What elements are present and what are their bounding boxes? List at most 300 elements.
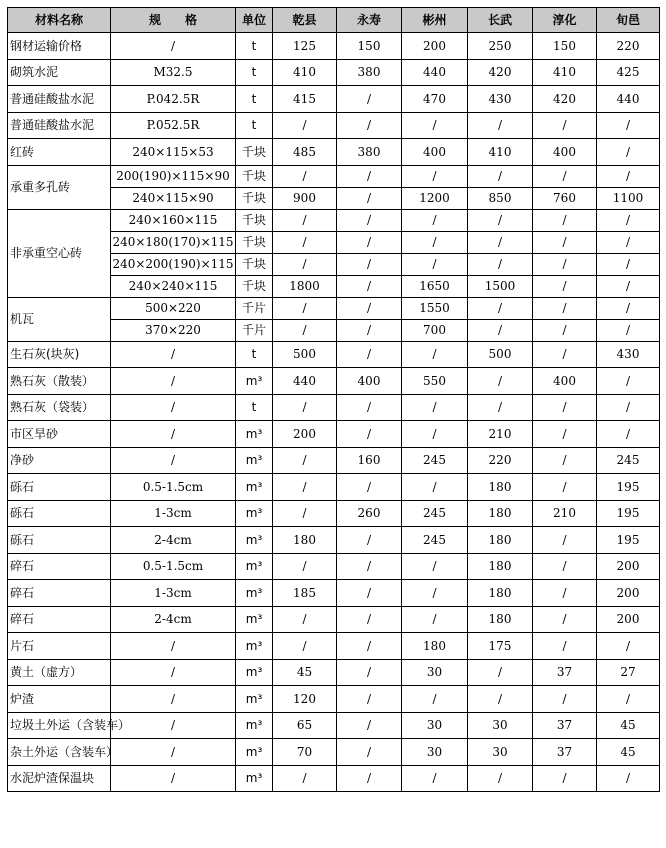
header-county-qianxian: 乾县 (273, 8, 337, 33)
price-cell: / (597, 368, 660, 395)
price-cell: 410 (468, 139, 533, 166)
price-cell: / (597, 765, 660, 792)
unit-cell: m³ (236, 553, 273, 580)
price-cell: / (273, 500, 337, 527)
table-header (8, 8, 660, 33)
table-row (8, 59, 660, 86)
material-name-cell: 黄土（虚方） (8, 659, 111, 686)
price-cell: 415 (273, 86, 337, 113)
unit-cell: m³ (236, 712, 273, 739)
price-cell: / (273, 474, 337, 501)
price-cell: 200 (597, 606, 660, 633)
price-cell: 400 (402, 139, 468, 166)
price-cell: / (402, 580, 468, 607)
price-cell: / (337, 297, 402, 319)
price-cell: 160 (337, 447, 402, 474)
price-cell: / (597, 686, 660, 713)
price-cell: 180 (273, 527, 337, 554)
price-cell: 27 (597, 659, 660, 686)
price-cell: 1100 (597, 187, 660, 209)
material-name-cell: 炉渣 (8, 686, 111, 713)
price-cell: / (468, 686, 533, 713)
price-cell: / (337, 527, 402, 554)
unit-cell: m³ (236, 686, 273, 713)
price-cell: 210 (468, 421, 533, 448)
price-cell: 700 (402, 319, 468, 341)
price-cell: 45 (597, 739, 660, 766)
price-cell: 260 (337, 500, 402, 527)
material-name-cell: 普通硅酸盐水泥 (8, 112, 111, 139)
price-cell: 760 (533, 187, 597, 209)
price-cell: 180 (402, 633, 468, 660)
table-row (8, 165, 660, 187)
price-cell: 220 (468, 447, 533, 474)
spec-cell: 2-4cm (111, 606, 236, 633)
material-name-cell: 生石灰(块灰) (8, 341, 111, 368)
table-row (8, 527, 660, 554)
spec-cell: 240×115×53 (111, 139, 236, 166)
price-cell: / (337, 187, 402, 209)
price-cell: 550 (402, 368, 468, 395)
price-cell: / (273, 209, 337, 231)
spec-cell: / (111, 739, 236, 766)
unit-cell: t (236, 112, 273, 139)
price-cell: / (533, 297, 597, 319)
price-cell: / (273, 231, 337, 253)
unit-cell: t (236, 394, 273, 421)
price-cell: 245 (402, 447, 468, 474)
price-cell: 440 (273, 368, 337, 395)
price-cell: / (273, 253, 337, 275)
price-cell: / (337, 341, 402, 368)
spec-cell: / (111, 686, 236, 713)
unit-cell: 千块 (236, 139, 273, 166)
price-cell: 1200 (402, 187, 468, 209)
price-cell: 1500 (468, 275, 533, 297)
price-cell: 850 (468, 187, 533, 209)
price-cell: / (273, 447, 337, 474)
price-cell: / (402, 209, 468, 231)
price-cell: / (402, 421, 468, 448)
price-cell: / (337, 394, 402, 421)
price-cell: / (468, 253, 533, 275)
price-cell: / (468, 165, 533, 187)
spec-cell: / (111, 633, 236, 660)
price-cell: 200 (402, 33, 468, 60)
table-row (8, 368, 660, 395)
price-cell: / (402, 112, 468, 139)
price-cell: 245 (402, 500, 468, 527)
material-name-cell: 红砖 (8, 139, 111, 166)
price-cell: 380 (337, 139, 402, 166)
spec-cell: M32.5 (111, 59, 236, 86)
table-row (8, 765, 660, 792)
material-name-cell: 砾石 (8, 500, 111, 527)
material-name-cell: 碎石 (8, 606, 111, 633)
price-cell: / (273, 394, 337, 421)
unit-cell: m³ (236, 500, 273, 527)
header-county-chunhua: 淳化 (533, 8, 597, 33)
table-row (8, 112, 660, 139)
spec-cell: 240×115×90 (111, 187, 236, 209)
price-cell: / (468, 112, 533, 139)
price-cell: / (337, 659, 402, 686)
spec-cell: 2-4cm (111, 527, 236, 554)
price-cell: / (402, 686, 468, 713)
price-cell: 500 (273, 341, 337, 368)
spec-cell: / (111, 33, 236, 60)
price-cell: 420 (533, 86, 597, 113)
spec-cell: / (111, 765, 236, 792)
table-row (8, 33, 660, 60)
price-cell: / (597, 165, 660, 187)
price-cell: 175 (468, 633, 533, 660)
price-cell: 45 (273, 659, 337, 686)
unit-cell: m³ (236, 421, 273, 448)
price-cell: 500 (468, 341, 533, 368)
price-cell: 410 (533, 59, 597, 86)
price-cell: 440 (597, 86, 660, 113)
price-cell: / (273, 765, 337, 792)
price-cell: 30 (402, 712, 468, 739)
price-cell: / (468, 297, 533, 319)
price-cell: / (273, 606, 337, 633)
header-spec: 规 格 (111, 8, 236, 33)
material-name-cell: 净砂 (8, 447, 111, 474)
price-cell: / (597, 231, 660, 253)
price-cell: 250 (468, 33, 533, 60)
spec-cell: 200(190)×115×90 (111, 165, 236, 187)
price-cell: / (337, 112, 402, 139)
material-name-cell: 非承重空心砖 (8, 209, 111, 297)
header-county-binzhou: 彬州 (402, 8, 468, 33)
price-cell: / (337, 765, 402, 792)
spec-cell: / (111, 712, 236, 739)
price-cell: 900 (273, 187, 337, 209)
price-cell: / (273, 165, 337, 187)
price-cell: / (468, 209, 533, 231)
price-cell: / (597, 209, 660, 231)
header-county-yongshou: 永寿 (337, 8, 402, 33)
price-cell: / (468, 765, 533, 792)
material-name-cell: 承重多孔砖 (8, 165, 111, 209)
price-cell: / (533, 474, 597, 501)
price-cell: 430 (468, 86, 533, 113)
header-row (8, 8, 660, 33)
price-cell: / (402, 606, 468, 633)
material-name-cell: 碎石 (8, 580, 111, 607)
table-row (8, 580, 660, 607)
price-cell: / (337, 275, 402, 297)
price-cell: 1650 (402, 275, 468, 297)
price-cell: / (273, 319, 337, 341)
unit-cell: m³ (236, 474, 273, 501)
price-cell: / (337, 421, 402, 448)
price-cell: / (402, 765, 468, 792)
spec-cell: P.052.5R (111, 112, 236, 139)
header-county-changwu: 长武 (468, 8, 533, 33)
unit-cell: t (236, 86, 273, 113)
material-name-cell: 片石 (8, 633, 111, 660)
spec-cell: / (111, 368, 236, 395)
unit-cell: t (236, 341, 273, 368)
price-cell: 400 (337, 368, 402, 395)
price-cell: 430 (597, 341, 660, 368)
unit-cell: 千块 (236, 209, 273, 231)
table-row (8, 86, 660, 113)
price-cell: / (402, 165, 468, 187)
unit-cell: m³ (236, 633, 273, 660)
price-cell: 150 (337, 33, 402, 60)
table-row (8, 553, 660, 580)
table-row (8, 341, 660, 368)
price-cell: / (337, 86, 402, 113)
table-row (8, 633, 660, 660)
price-cell: / (468, 394, 533, 421)
price-cell: / (337, 209, 402, 231)
price-cell: / (533, 341, 597, 368)
price-cell: / (533, 765, 597, 792)
price-cell: 180 (468, 580, 533, 607)
price-cell: / (468, 368, 533, 395)
price-cell: / (533, 606, 597, 633)
price-cell: 485 (273, 139, 337, 166)
price-cell: 37 (533, 659, 597, 686)
table-row (8, 209, 660, 231)
price-cell: / (468, 231, 533, 253)
spec-cell: / (111, 447, 236, 474)
material-name-cell: 水泥炉渣保温块 (8, 765, 111, 792)
price-cell: 185 (273, 580, 337, 607)
price-cell: / (337, 686, 402, 713)
table-row (8, 447, 660, 474)
price-cell: 440 (402, 59, 468, 86)
material-name-cell: 机瓦 (8, 297, 111, 341)
table-row (8, 421, 660, 448)
price-cell: 200 (597, 580, 660, 607)
price-cell: 180 (468, 606, 533, 633)
price-cell: / (402, 253, 468, 275)
table-row (8, 297, 660, 319)
price-cell: / (597, 139, 660, 166)
price-cell: / (597, 297, 660, 319)
spec-cell: / (111, 421, 236, 448)
price-cell: 125 (273, 33, 337, 60)
spec-cell: / (111, 394, 236, 421)
material-name-cell: 市区旱砂 (8, 421, 111, 448)
table-body (8, 33, 660, 792)
price-cell: / (402, 341, 468, 368)
material-name-cell: 砾石 (8, 474, 111, 501)
unit-cell: m³ (236, 739, 273, 766)
price-cell: / (337, 253, 402, 275)
price-cell: 195 (597, 527, 660, 554)
price-cell: / (533, 633, 597, 660)
price-cell: / (533, 394, 597, 421)
spec-cell: 240×200(190)×115 (111, 253, 236, 275)
price-cell: 30 (468, 712, 533, 739)
unit-cell: 千块 (236, 187, 273, 209)
unit-cell: 千块 (236, 275, 273, 297)
price-cell: 400 (533, 368, 597, 395)
price-cell: / (533, 580, 597, 607)
price-cell: 150 (533, 33, 597, 60)
price-cell: 180 (468, 474, 533, 501)
unit-cell: m³ (236, 765, 273, 792)
price-cell: / (533, 231, 597, 253)
price-cell: 200 (597, 553, 660, 580)
price-cell: / (533, 112, 597, 139)
price-cell: / (533, 686, 597, 713)
price-cell: / (597, 253, 660, 275)
price-cell: 30 (402, 739, 468, 766)
price-cell: / (533, 253, 597, 275)
price-cell: 45 (597, 712, 660, 739)
unit-cell: t (236, 33, 273, 60)
price-cell: / (337, 606, 402, 633)
unit-cell: 千块 (236, 165, 273, 187)
spec-cell: 240×180(170)×115 (111, 231, 236, 253)
unit-cell: t (236, 59, 273, 86)
price-cell: 195 (597, 474, 660, 501)
price-cell: / (533, 209, 597, 231)
price-cell: / (533, 447, 597, 474)
price-cell: / (597, 275, 660, 297)
spec-cell: 240×160×115 (111, 209, 236, 231)
price-cell: 425 (597, 59, 660, 86)
price-cell: / (468, 659, 533, 686)
price-cell: / (597, 319, 660, 341)
price-cell: 180 (468, 527, 533, 554)
unit-cell: m³ (236, 580, 273, 607)
price-cell: / (533, 527, 597, 554)
price-cell: / (337, 712, 402, 739)
price-cell: / (402, 231, 468, 253)
unit-cell: m³ (236, 368, 273, 395)
price-cell: 120 (273, 686, 337, 713)
header-unit: 单位 (236, 8, 273, 33)
material-name-cell: 砌筑水泥 (8, 59, 111, 86)
price-cell: 420 (468, 59, 533, 86)
unit-cell: m³ (236, 447, 273, 474)
material-name-cell: 钢材运输价格 (8, 33, 111, 60)
spec-cell: 0.5-1.5cm (111, 553, 236, 580)
price-cell: / (533, 275, 597, 297)
price-cell: 470 (402, 86, 468, 113)
price-cell: / (337, 231, 402, 253)
table-row (8, 712, 660, 739)
unit-cell: 千块 (236, 231, 273, 253)
price-cell: 180 (468, 500, 533, 527)
price-cell: / (337, 165, 402, 187)
price-cell: / (273, 553, 337, 580)
price-cell: 200 (273, 421, 337, 448)
price-cell: / (533, 421, 597, 448)
price-cell: 220 (597, 33, 660, 60)
price-cell: / (533, 553, 597, 580)
price-cell: / (402, 394, 468, 421)
price-cell: 380 (337, 59, 402, 86)
price-cell: 70 (273, 739, 337, 766)
price-cell: / (337, 633, 402, 660)
table-row (8, 686, 660, 713)
price-cell: 65 (273, 712, 337, 739)
table-row (8, 474, 660, 501)
unit-cell: m³ (236, 606, 273, 633)
material-name-cell: 普通硅酸盐水泥 (8, 86, 111, 113)
material-name-cell: 熟石灰（散装） (8, 368, 111, 395)
header-material-name: 材料名称 (8, 8, 111, 33)
table-row (8, 606, 660, 633)
price-cell: 410 (273, 59, 337, 86)
unit-cell: m³ (236, 659, 273, 686)
material-name-cell: 垃圾土外运（含装车） (8, 712, 111, 739)
price-cell: / (337, 580, 402, 607)
price-cell: 180 (468, 553, 533, 580)
unit-cell: 千片 (236, 297, 273, 319)
price-cell: 1800 (273, 275, 337, 297)
price-cell: / (533, 319, 597, 341)
unit-cell: m³ (236, 527, 273, 554)
material-name-cell: 碎石 (8, 553, 111, 580)
price-cell: / (402, 553, 468, 580)
spec-cell: / (111, 659, 236, 686)
price-cell: / (273, 633, 337, 660)
price-cell: / (402, 474, 468, 501)
price-cell: / (337, 553, 402, 580)
price-cell: 1550 (402, 297, 468, 319)
table-row (8, 500, 660, 527)
table-row (8, 659, 660, 686)
price-cell: / (533, 165, 597, 187)
price-cell: 195 (597, 500, 660, 527)
unit-cell: 千片 (236, 319, 273, 341)
price-cell: / (597, 112, 660, 139)
spec-cell: / (111, 341, 236, 368)
price-cell: 30 (402, 659, 468, 686)
price-cell: 37 (533, 712, 597, 739)
unit-cell: 千块 (236, 253, 273, 275)
price-cell: / (337, 474, 402, 501)
material-name-cell: 砾石 (8, 527, 111, 554)
table-row (8, 739, 660, 766)
price-cell: 400 (533, 139, 597, 166)
spec-cell: 240×240×115 (111, 275, 236, 297)
price-cell: / (597, 394, 660, 421)
spec-cell: 1-3cm (111, 500, 236, 527)
price-cell: 30 (468, 739, 533, 766)
spec-cell: 1-3cm (111, 580, 236, 607)
price-cell: / (337, 319, 402, 341)
price-cell: 210 (533, 500, 597, 527)
price-cell: 245 (597, 447, 660, 474)
price-cell: / (468, 319, 533, 341)
price-cell: 245 (402, 527, 468, 554)
price-cell: / (597, 421, 660, 448)
table-row (8, 394, 660, 421)
spec-cell: 370×220 (111, 319, 236, 341)
header-county-xunyi: 旬邑 (597, 8, 660, 33)
spec-cell: 500×220 (111, 297, 236, 319)
price-cell: 37 (533, 739, 597, 766)
spec-cell: P.042.5R (111, 86, 236, 113)
material-name-cell: 杂土外运（含装车） (8, 739, 111, 766)
table-row (8, 139, 660, 166)
material-name-cell: 熟石灰（袋装） (8, 394, 111, 421)
price-cell: / (273, 112, 337, 139)
price-cell: / (273, 297, 337, 319)
price-cell: / (337, 739, 402, 766)
